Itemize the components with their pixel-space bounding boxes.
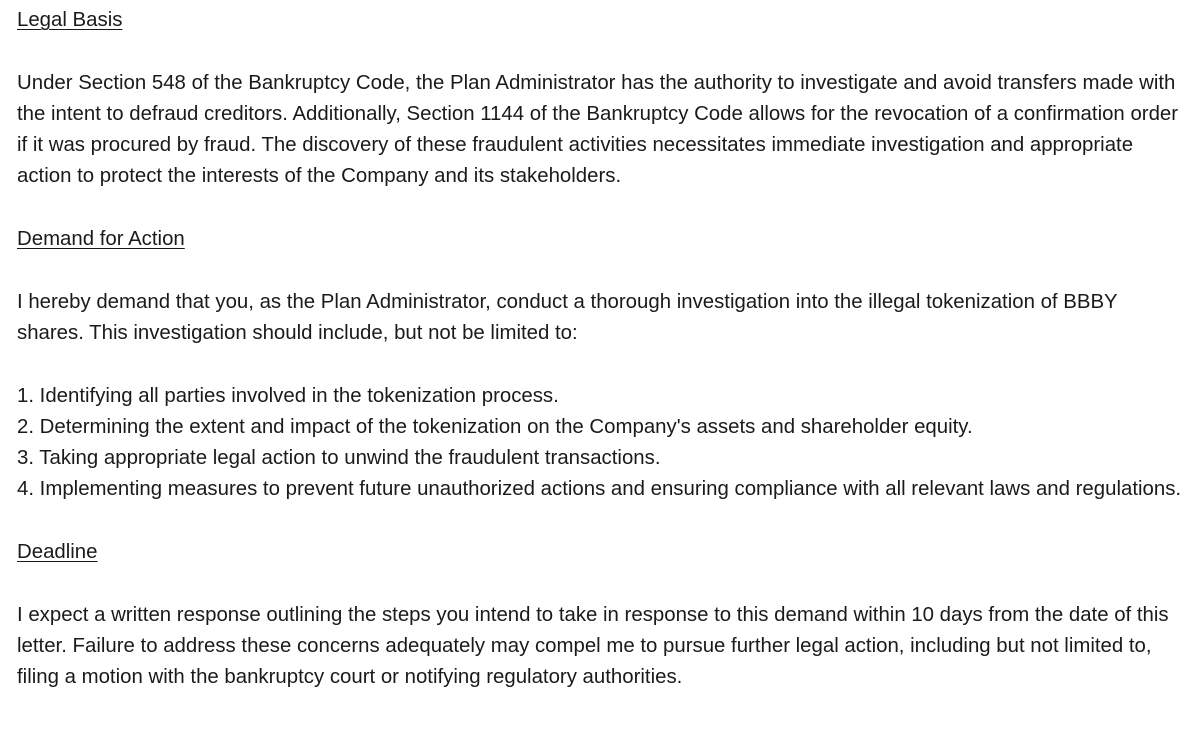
deadline-paragraph: I expect a written response outlining the steps you intend to take in response to this demand within 10 days from the date of this letter. Failure to address these concerns adequately may compel me to pursue further legal action, including but not limited to, filing a motion with the bankruptcy court or notifying regulatory authorities. — [17, 603, 1169, 689]
demand-for-action-paragraph: I hereby demand that you, as the Plan Administrator, conduct a thorough investigation into the illegal tokenization of BBBY shares. This investigation should include, but not be limited to: — [17, 290, 1118, 344]
spacer — [17, 255, 1187, 286]
spacer — [17, 568, 1187, 599]
spacer — [17, 36, 1187, 67]
deadline-heading: Deadline — [17, 541, 98, 564]
list-item: 4. Implementing measures to prevent future unauthorized actions and ensuring compliance with all relevant laws and regulations. — [17, 478, 1182, 501]
demand-list — [17, 381, 1187, 506]
list-item: 2. Determining the extent and impact of the tokenization on the Company's assets and shareholder equity. — [17, 415, 973, 438]
spacer — [17, 349, 1187, 380]
spacer — [17, 193, 1187, 224]
demand-for-action-heading: Demand for Action — [17, 228, 185, 251]
list-item: 3. Taking appropriate legal action to unwind the fraudulent transactions. — [17, 447, 661, 470]
legal-basis-heading: Legal Basis — [17, 9, 123, 31]
list-item: 1. Identifying all parties involved in the tokenization process. — [17, 384, 559, 407]
legal-basis-paragraph: Under Section 548 of the Bankruptcy Code, the Plan Administrator has the authority to investigate and avoid transfers made with the intent to defraud creditors. Additionally, Section 1144 of the Bankruptcy Code allows for the revocation of a confirmation order if it was procured by fraud. The discovery of these fraudulent activities necessitates immediate investigation and appropriate action to protect the interests of the Company and its stakeholders. — [17, 71, 1179, 188]
spacer — [17, 506, 1187, 537]
